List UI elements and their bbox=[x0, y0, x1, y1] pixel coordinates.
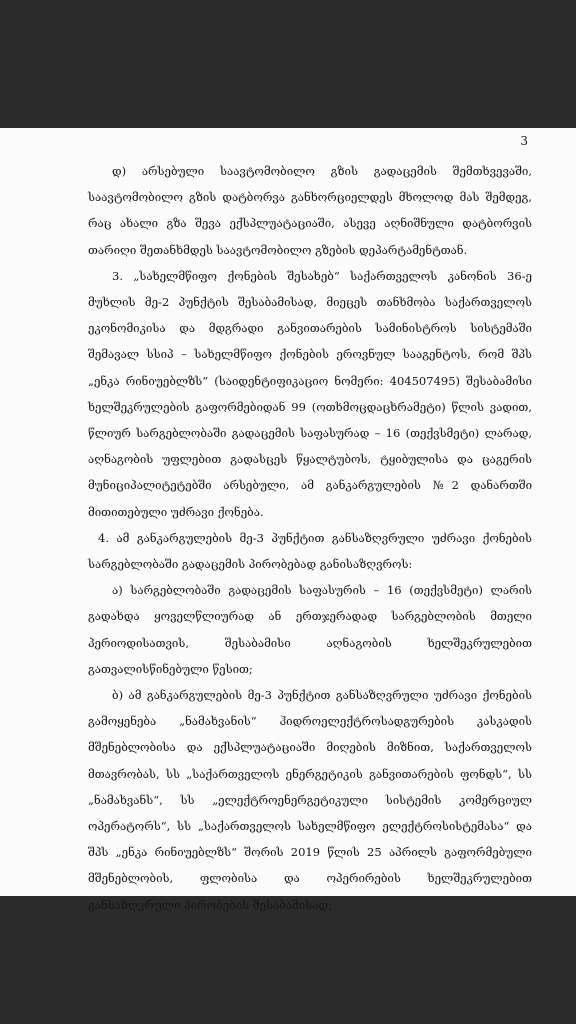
paragraph-3: 3. „სახელმწიფო ქონების შესახებ“ საქართველოს კანონის 36-ე მუხლის მე-2 პუნქტის შესაბამისად, მიეცეს თანხმობა საქართველოს ეკონომიკისა და მდგრადი განვითარების სამინისტროს სისტემაში შემავალ სსიპ – სახელმწიფო ქონების ეროვნულ სააგენტოს, რომ შპს „ენკა რინიუებლზს“ (საიდენტიფიკაციო ნომერი: 404507495) შესაბამისი ხელშეკრულების გაფორმებიდან 99 (ოთხმოცდაცხრამეტი) წლის ვადით, წლიურ სარგებლობაში გადაცემის საფასურად – 16 (თექვსმეტი) ლარად, აღნაგობის უფლებით გადასცეს წყალტუბოს, ტყიბულისა და ცაგერის მუნიციპალიტეტებში არსებული, ამ განკარგულების №2 დანართში მითითებული უძრავი ქონება. bbox=[88, 268, 532, 519]
paragraph-a: ა) სარგებლობაში გადაცემის საფასურის – 16 (თექვსმეტი) ლარის გადახდა ყოველწლიურად ან ერთჯერადად სარგებლობის მთელი პერიოდისათვის, შესაბამისი აღნაგობის ხელშეკრულებით გათვალისწინებული წესით; bbox=[88, 583, 532, 676]
document-page bbox=[0, 128, 576, 912]
paragraph-4: 4. ამ განკარგულების მე-3 პუნქტით განსაზღვრული უძრავი ქონების სარგებლობაში გადაცემის პირობებად განისაზღვროს: bbox=[88, 530, 532, 572]
page-number: 3 bbox=[520, 134, 528, 148]
paragraph-b: ბ) ამ განკარგულების მე-3 პუნქტით განსაზღვრული უძრავი ქონების გამოყენება „ნამახვანის“ ჰიდროელექტროსადგურების კასკადის მშენებლობისა და ექსპლუატაციაში მიღების მიზნით, საქართველოს მთავრობას, სს „საქართველოს ენერგეტიკის განვითარების ფონდს“, სს „ნამახვანს“, სს „ელექტროენერგეტიკული სისტემის კომერციულ ოპერატორს“, სს „საქართველოს სახელმწიფო ელექტროსისტემასა“ და შპს „ენკა რინიუებლზს“ შორის 2019 წლის 25 აპრილს გაფორმებული მშენებლობის, ფლობისა და ოპერირების ხელშეკრულებით განსაზღვრული პირობების შესაბამისად; bbox=[88, 688, 532, 912]
page-body bbox=[88, 158, 532, 918]
paragraph-d: დ) არსებული საავტომობილო გზის გადაცემის შემთხვევაში, საავტომობილო გზის დატბორვა განხორციელდეს მხოლოდ მას შემდეგ, რაც ახალი გზა შევა ექსპლუატაციაში, ასევე აღნიშნული დატბორვის თარიღი შეთანხმდეს საავტომობილო გზების დეპარტამენტთან. bbox=[88, 164, 532, 257]
